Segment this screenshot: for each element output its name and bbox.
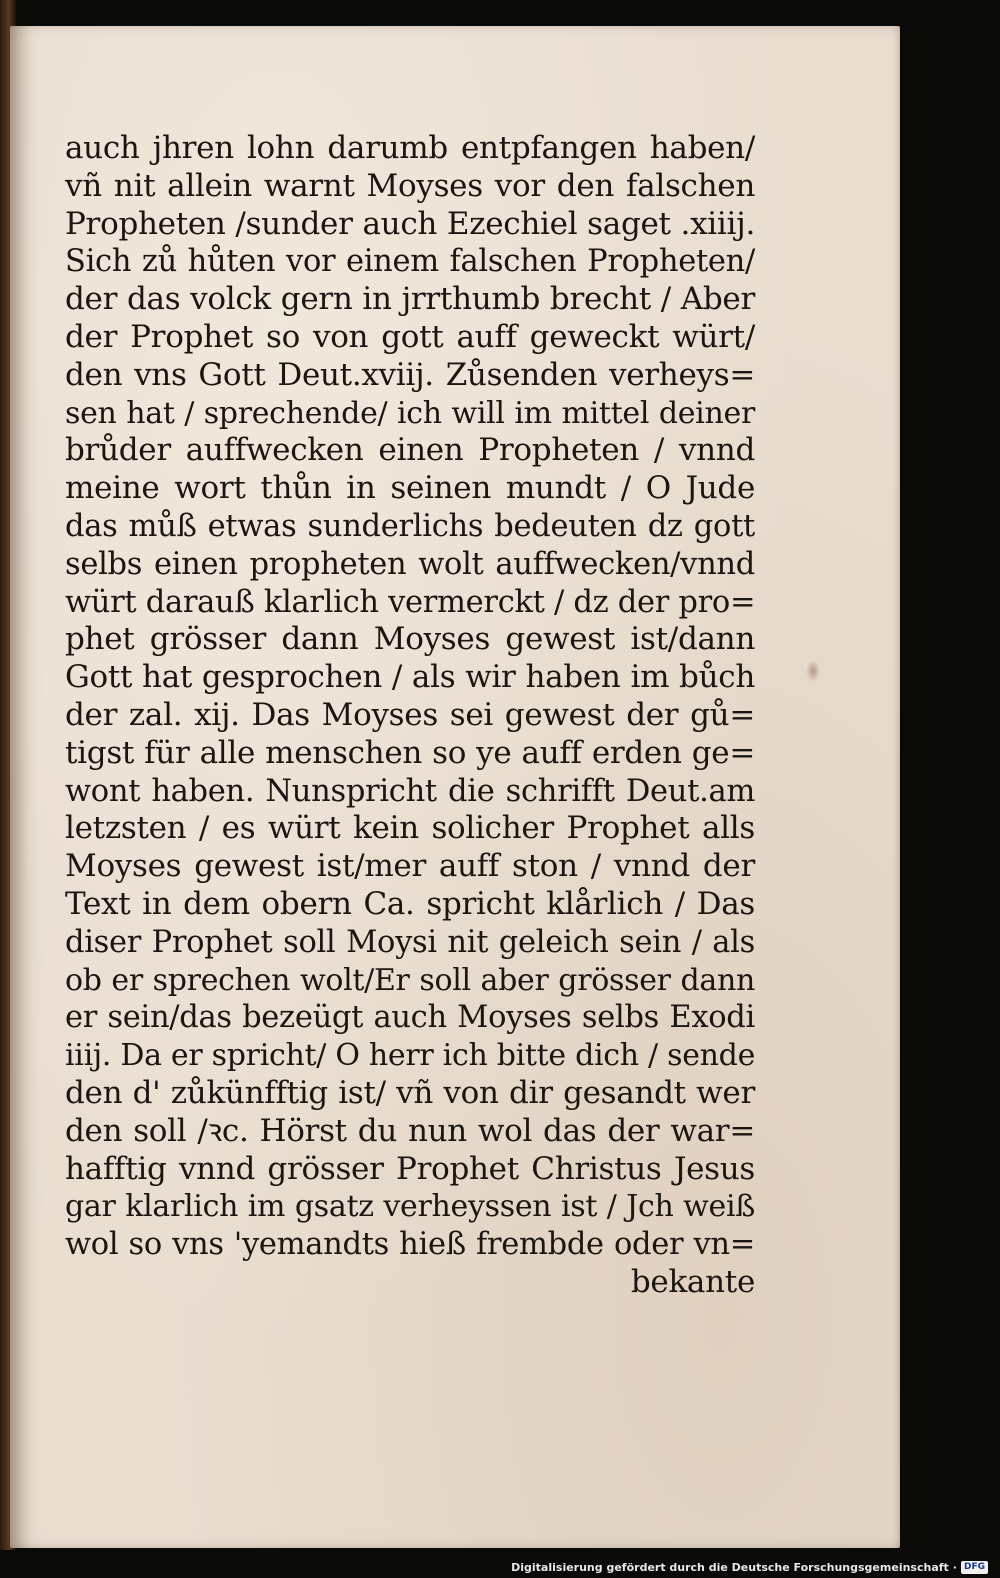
text-line: gar klarlich im gsatz verheyssen ist / Jch weiß [65, 1189, 755, 1225]
text-line: meine wort thůn in seinen mundt / O Jude [65, 470, 755, 507]
text-line: auch jhren lohn darumb entpfangen haben/ [65, 130, 755, 166]
text-line: iiij. Da er spricht/ O herr ich bitte dich / sende [65, 1038, 756, 1074]
text-line: den vns Gott Deut.xviij. Zůsenden verheys= [65, 356, 755, 393]
text-line: Gott hat gesprochen / als wir haben im bůch [65, 659, 755, 696]
separator-dot: · [952, 1561, 957, 1574]
text-line: sen hat / sprechende/ ich will im mittel deiner [65, 395, 755, 431]
digitization-credit [511, 1561, 988, 1574]
text-line: selbs einen propheten wolt auffwecken/vnnd [65, 546, 755, 582]
text-line: vñ nit allein warnt Moyses vor den falschen [65, 167, 755, 204]
catchword: bekante [630, 1263, 755, 1300]
text-line: wont haben. Nunspricht die schrifft Deut.am [65, 773, 755, 809]
dfg-logo: DFG [961, 1561, 988, 1574]
text-line: Moyses gewest ist/mer auff ston / vnnd der [65, 848, 755, 885]
text-line: letzsten / es würt kein solicher Prophet alls [65, 810, 755, 847]
text-line: tigst für alle menschen so ye auff erden ge= [65, 734, 755, 771]
text-line: wol so vns 'yemandts hieß frembde oder vn= [65, 1227, 755, 1263]
text-line: der Prophet so von gott auff geweckt würt/ [65, 318, 755, 355]
text-line: Sich zů hůten vor einem falschen Propheten/ [65, 244, 755, 280]
text-line: den d' zůkünfftig ist/ vñ von dir gesandt wer [65, 1074, 755, 1111]
text-line: Propheten /sunder auch Ezechiel saget .xiiij. [65, 205, 755, 242]
text-line: der zal. xij. Das Moyses sei gewest der gů= [65, 696, 755, 733]
text-line: ob er sprechen wolt/Er soll aber grösser dann [65, 962, 755, 998]
text-line: phet grösser dann Moyses gewest ist/dann [65, 621, 755, 658]
text-line: das můß etwas sunderlichs bedeuten dz gott [65, 508, 755, 544]
text-line: der das volck gern in jrrthumb brecht / Aber [65, 281, 755, 318]
text-line: den soll /ꝛc. Hörst du nun wol das der war= [65, 1112, 755, 1149]
text-line: würt darauß klarlich vermerckt / dz der pro= [65, 584, 756, 620]
text-line: Text in dem obern Ca. spricht klårlich / Das [65, 885, 755, 922]
page-text-block [65, 130, 755, 1302]
text-line: diser Prophet soll Moysi nit geleich sein / als [65, 924, 755, 960]
book-page [10, 26, 900, 1548]
text-line: er sein/das bezeügt auch Moyses selbs Exodi [65, 1000, 755, 1036]
paper-stain [806, 660, 820, 682]
text-line: brůder auffwecken einen Propheten / vnnd [65, 432, 755, 469]
credit-text: Digitalisierung gefördert durch die Deutsche Forschungsgemeinschaft [511, 1561, 949, 1574]
text-line: hafftig vnnd grösser Prophet Christus Jesus [65, 1150, 755, 1187]
